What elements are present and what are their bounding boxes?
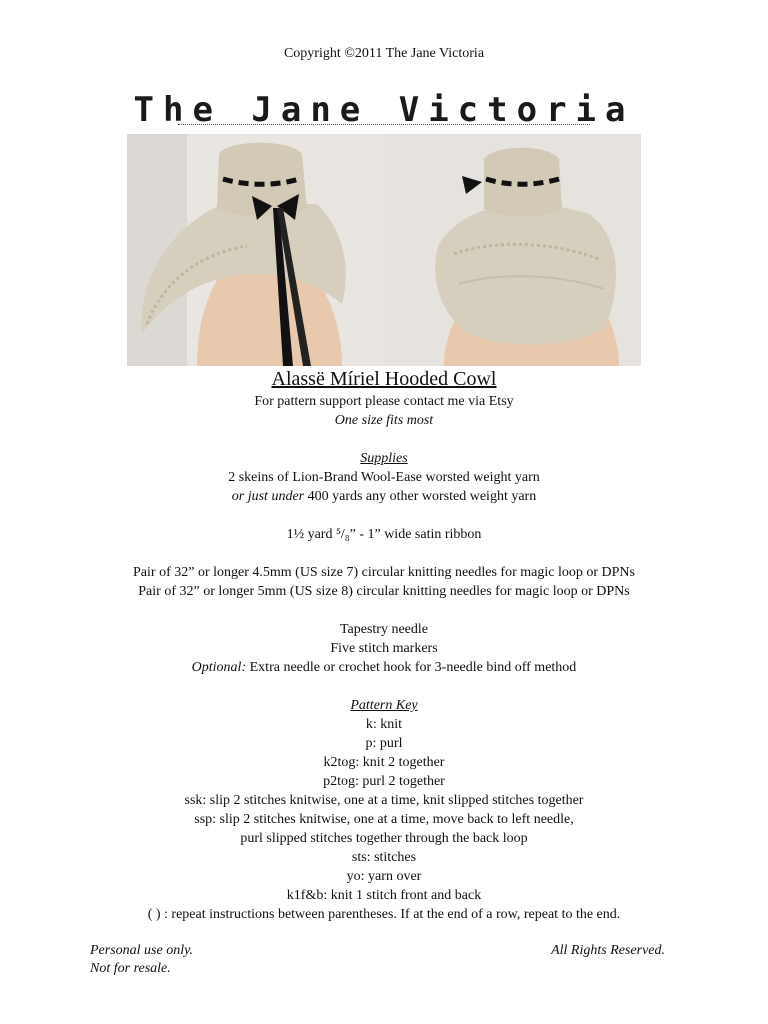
brand-name: The Jane Victoria	[133, 90, 635, 130]
supply-yarn-alt-italic: or just under	[231, 489, 305, 504]
supply-yarn: 2 skeins of Lion-Brand Wool-Ease worsted weight yarn	[228, 470, 540, 485]
key-item: ssp: slip 2 stitches knitwise, one at a time, move back to left needle,	[194, 812, 574, 827]
supply-optional	[60, 658, 708, 677]
supply-needles-7: Pair of 32” or longer 4.5mm (US size 7) circular knitting needles for magic loop or DPNs	[133, 565, 635, 580]
key-item: sts: stitches	[351, 850, 417, 865]
key-item: yo: yarn over	[346, 869, 422, 884]
footer-personal-use: Personal use only.	[90, 943, 194, 958]
key-item: purl slipped stitches together through the back loop	[240, 831, 528, 846]
footer-usage	[90, 942, 193, 978]
supplies-heading: Supplies	[360, 451, 408, 466]
key-item: ssk: slip 2 stitches knitwise, one at a time, knit slipped stitches together	[184, 793, 584, 808]
product-photos	[127, 134, 641, 366]
supply-tapestry: Tapestry needle	[339, 622, 429, 637]
size-note: One size fits most	[334, 413, 434, 428]
photo-side-view	[384, 134, 641, 366]
key-item: k1f&b: knit 1 stitch front and back	[286, 888, 482, 903]
supply-ribbon: 1½ yard ⁵/₈” - 1” wide satin ribbon	[286, 527, 482, 542]
pattern-title: Alassë Míriel Hooded Cowl	[271, 368, 497, 390]
key-item: p: purl	[365, 736, 403, 751]
optional-label: Optional:	[191, 660, 247, 675]
key-item: ( ) : repeat instructions between parentheses. If at the end of a row, repeat to the end.	[147, 907, 621, 922]
copyright-notice: Copyright ©2011 The Jane Victoria	[283, 46, 485, 61]
key-item: k: knit	[365, 717, 403, 732]
supply-markers: Five stitch markers	[330, 641, 438, 656]
optional-text: Extra needle or crochet hook for 3-needle bind off method	[246, 660, 577, 675]
brand-logo	[0, 90, 768, 130]
support-note: For pattern support please contact me via Etsy	[254, 394, 514, 409]
pattern-key-heading: Pattern Key	[350, 698, 418, 713]
pattern-content	[60, 366, 708, 924]
brand-ornament-line	[178, 124, 590, 126]
supply-yarn-alt	[60, 487, 708, 506]
key-item: p2tog: purl 2 together	[323, 774, 445, 789]
photo-front-view	[127, 134, 384, 366]
footer-rights: All Rights Reserved.	[551, 943, 665, 958]
key-item: k2tog: knit 2 together	[323, 755, 445, 770]
supply-needles-8: Pair of 32” or longer 5mm (US size 8) circular knitting needles for magic loop or DPNs	[138, 584, 630, 599]
supply-yarn-alt-rest: 400 yards any other worsted weight yarn	[304, 489, 537, 504]
footer-not-for-resale: Not for resale.	[90, 961, 171, 976]
